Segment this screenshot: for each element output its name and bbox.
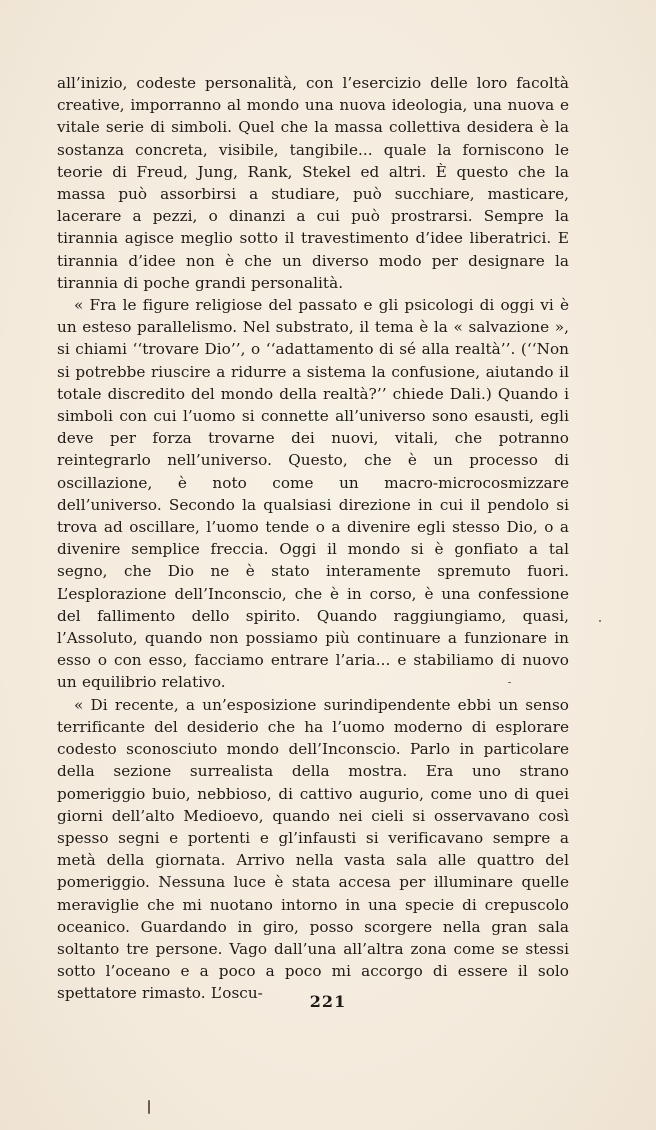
- body-text: [57, 72, 569, 1005]
- dust-speck: [508, 682, 511, 683]
- paragraph-2: « Fra le figure religiose del passato e gli psicologi di oggi vi è un esteso parallelismo. Nel substrato, il tema è la « salvazione », si chiami ‘‘trovare Dio’’, o ‘‘adattamento di sé alla realtà’’. (‘‘Non si potrebbe riuscire a ridurre a sistema la confusione, aiutando il totale discredito del mondo della realtà?’’ chiede Dali.) Quando i simboli con cui l’uomo si connette all’universo sono esausti, egli deve per forza trovarne dei nuovi, vitali, che potranno reintegrarlo nell’universo. Questo, che è un processo di oscillazione, è noto come un macro-microcosmizzare dell’universo. Secondo la qualsiasi direzione in cui il pendolo si trova ad oscillare, l’uomo tende o a divenire egli stesso Dio, o a divenire semplice freccia. Oggi il mondo si è gonfiato a tal segno, che Dio ne è stato interamente spremuto fuori. L’esplorazione dell’Inconscio, che è in corso, è una confessione del fallimento dello spirito. Quando raggiungiamo, quasi, l’Assoluto, quando non possiamo più continuare a funzionare in esso o con esso, facciamo entrare l’aria... e stabiliamo di nuovo un equilibrio relativo.: [57, 296, 569, 692]
- paragraph-1: all’inizio, codeste personalità, con l’esercizio delle loro facoltà creative, imporranno al mondo una nuova ideologia, una nuova e vitale serie di simboli. Quel che la massa collettiva desidera è la sostanza concreta, visibile, tangibile... quale la forniscono le teorie di Freud, Jung, Rank, Stekel ed altri. È questo che la massa può assorbirsi a studiare, può succhiare, masticare, lacerare a pezzi, o dinanzi a cui può prostrarsi. Sempre la tirannia agisce meglio sotto il travestimento d’idee liberatrici. E tirannia d’idee non è che un diverso modo per designare la tirannia di poche grandi personalità.: [57, 74, 569, 292]
- paragraph-3: « Di recente, a un’esposizione surindipendente ebbi un senso terrificante del desiderio che ha l’uomo moderno di esplorare codesto sconosciuto mondo dell’Inconscio. Parlo in particolare della sezione surrealista della mostra. Era uno strano pomeriggio buio, nebbioso, di cattivo augurio, come uno di quei giorni dell’alto Medioevo, quando nei cieli si osservavano così spesso segni e portenti e gl’infausti si verificavano sempre a metà della giornata. Arrivo nella vasta sala alle quattro del pomeriggio. Nessuna luce è stata accesa per illuminare quelle meraviglie che mi nuotano intorno in una specie di crepuscolo oceanico. Guardando in giro, posso scorgere nella gran sala soltanto tre persone. Vago dall’una all’altra zona come se stessi sotto l’oceano e a poco a poco mi accorgo di essere il solo spettatore rimasto. L’oscu-: [57, 695, 569, 1003]
- dust-speck: [599, 620, 601, 622]
- page-number: 221: [309, 992, 347, 1011]
- dust-speck: [148, 1100, 150, 1114]
